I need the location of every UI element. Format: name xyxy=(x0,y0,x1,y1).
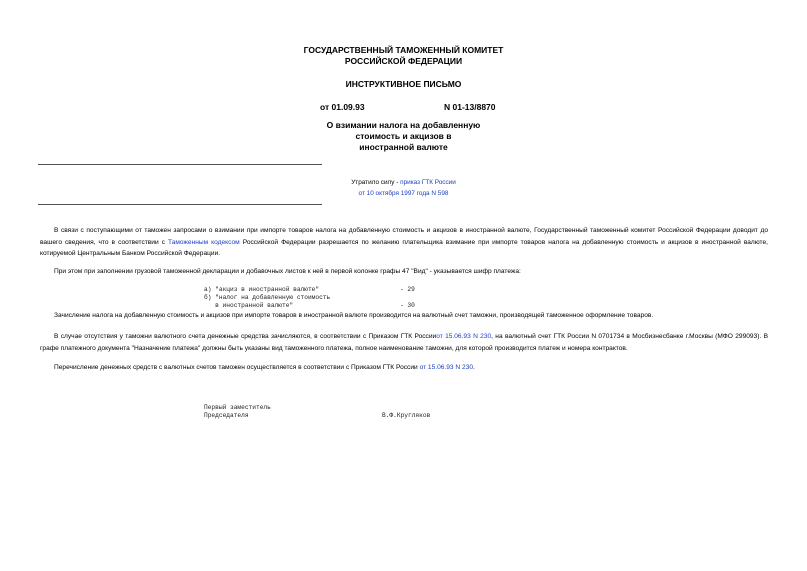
paragraph-5 xyxy=(40,362,768,374)
status-prefix: Утратило силу - xyxy=(351,179,401,186)
paragraph-5-text-a: Перечисление денежных средств с валютных счетов таможен осуществляется в соответствии с Приказом ГТК России xyxy=(54,364,420,371)
document-title-line2: стоимость и акцизов в xyxy=(355,131,452,141)
code-row-excise-code: - 29 xyxy=(400,286,415,293)
code-row-vat-label-cont: в иностранной валюте" xyxy=(204,302,294,309)
org-name-line1: ГОСУДАРСТВЕННЫЙ ТАМОЖЕННЫЙ КОМИТЕТ xyxy=(303,45,504,55)
document-date: от 01.09.93 xyxy=(320,102,365,112)
customs-code-link[interactable]: Таможенным кодексом xyxy=(168,238,240,246)
paragraph-2: При этом при заполнении грузовой таможенной декларации и добавочных листов к ней в первой колонке графы 47 "Вид" - указывается шифр платежа: xyxy=(54,268,521,275)
signer-role-line2: Председателя xyxy=(204,412,249,419)
status-link-order[interactable]: приказ ГТК России xyxy=(400,179,456,186)
document-title-line3: иностранной валюте xyxy=(359,142,448,152)
divider-bottom xyxy=(38,204,322,205)
paragraph-1 xyxy=(40,225,768,260)
paragraph-4-text-b: , на валютный счет ГТК России N 0701734 в Мосбизнесбанке г.Москвы (МФО 299093). В графе платежного документа "Назначение платежа" должны быть указаны вид таможенного платежа, полное наименование таможни, для которой производится платеж и номера контрактов. xyxy=(40,333,768,352)
order-230-link[interactable]: от 15.06.93 N 230 xyxy=(436,333,492,340)
paragraph-1-text-b: Российской Федерации разрешается по желанию плательщика взимание при импорте товаров налога на добавленную стоимость и акцизов в иностранной валюте, котируемой Центральным Банком Российской Федерации. xyxy=(40,238,769,257)
signature-block xyxy=(204,404,464,422)
status-note xyxy=(0,177,807,199)
status-line1 xyxy=(0,177,807,188)
paragraph-4-text-a: В случае отсутствия у таможни валютного счета денежные средства зачисляются, в соответствии с Приказом ГТК России xyxy=(54,333,437,340)
code-row-vat-label: б) "налог на добавленную стоимость xyxy=(204,294,331,301)
document-type: ИНСТРУКТИВНОЕ ПИСЬМО xyxy=(345,79,462,89)
status-link-date[interactable]: от 10 октября 1997 года N 598 xyxy=(358,190,449,197)
date-number-row xyxy=(0,102,807,112)
status-line2 xyxy=(0,188,807,199)
paragraph-1-text-a: В связи с поступающими от таможен запросами о взимании при импорте товаров налога на добавленную стоимость и акцизов в иностранной валюте, Государственный таможенный комитет Российской Федерации доводит до вашего сведения, что в соответствии с xyxy=(40,227,768,246)
org-name-line2: РОССИЙСКОЙ ФЕДЕРАЦИИ xyxy=(344,56,463,66)
signer-role-line1: Первый заместитель xyxy=(204,404,271,411)
paragraph-5-text-b: . xyxy=(473,364,475,371)
signer-name: В.Ф.Кругляков xyxy=(382,412,431,419)
order-230-link-2[interactable]: от 15.06.93 N 230 xyxy=(419,364,474,371)
payment-codes-list xyxy=(204,286,464,312)
document-title-line1: О взимании налога на добавленную xyxy=(326,120,481,130)
divider-top xyxy=(38,164,322,165)
paragraph-3: Зачисление налога на добавленную стоимость и акцизов при импорте товаров в иностранной валюте производится на валютный счет таможни, производящей таможенное оформление товаров. xyxy=(54,312,654,319)
document-number: N 01-13/8870 xyxy=(444,102,496,112)
code-row-vat-code: - 30 xyxy=(400,302,415,309)
paragraph-4 xyxy=(40,331,768,354)
code-row-excise-label: а) "акциз в иностранной валюте" xyxy=(204,286,320,293)
